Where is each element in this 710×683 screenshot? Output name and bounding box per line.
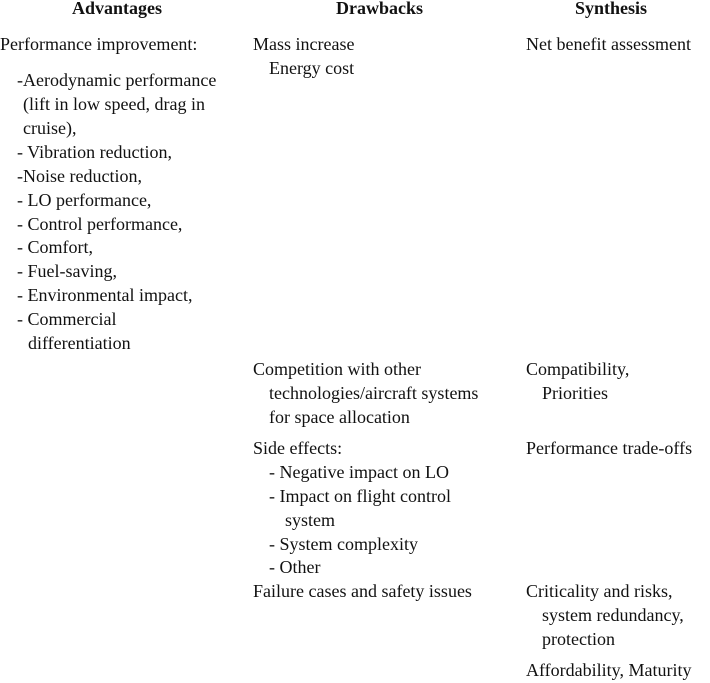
drawback-text: Failure cases and safety issues [253,581,472,601]
drawback-text: Mass increase [253,34,355,54]
drawback-text: technologies/aircraft systems [269,383,479,403]
synthesis-text: system redundancy, [542,605,684,625]
synthesis-text: Affordability, Maturity [526,660,692,680]
advantage-item: (lift in low speed, drag in [23,94,205,114]
advantage-item: -Aerodynamic performance [17,70,217,90]
synthesis-text: Performance trade-offs [526,438,693,458]
synthesis-text: Criticality and risks, [526,581,673,601]
synthesis-text: Compatibility, [526,359,630,379]
advantage-item: -Noise reduction, [17,166,142,186]
drawback-text: - System complexity [269,534,418,554]
drawback-text: - Negative impact on LO [269,462,449,482]
advantage-item: - Environmental impact, [17,285,193,305]
drawback-text: - Other [269,557,321,577]
drawback-text: Competition with other [253,359,421,379]
drawback-text: system [285,510,336,530]
header-synthesis: Synthesis [575,0,648,18]
advantage-item: - Vibration reduction, [17,142,173,162]
drawback-text: Side effects: [253,438,343,458]
advantage-item: - Control performance, [17,214,183,234]
advantage-item: - Fuel-saving, [17,261,117,281]
advantage-item: - Comfort, [17,237,93,257]
header-drawbacks: Drawbacks [336,0,424,18]
drawback-text: Energy cost [269,58,355,78]
synthesis-text: Priorities [542,383,608,403]
synthesis-text: Net benefit assessment [526,34,691,54]
advantage-item: differentiation [28,333,131,353]
advantage-item: - Commercial [17,309,117,329]
drawback-text: - Impact on flight control [269,486,451,506]
advantages-title: Performance improvement: [0,34,198,54]
synthesis-text: protection [542,629,615,649]
drawback-text: for space allocation [269,407,410,427]
header-advantages: Advantages [72,0,163,18]
advantage-item: - LO performance, [17,190,152,210]
advantage-item: cruise), [23,118,77,138]
